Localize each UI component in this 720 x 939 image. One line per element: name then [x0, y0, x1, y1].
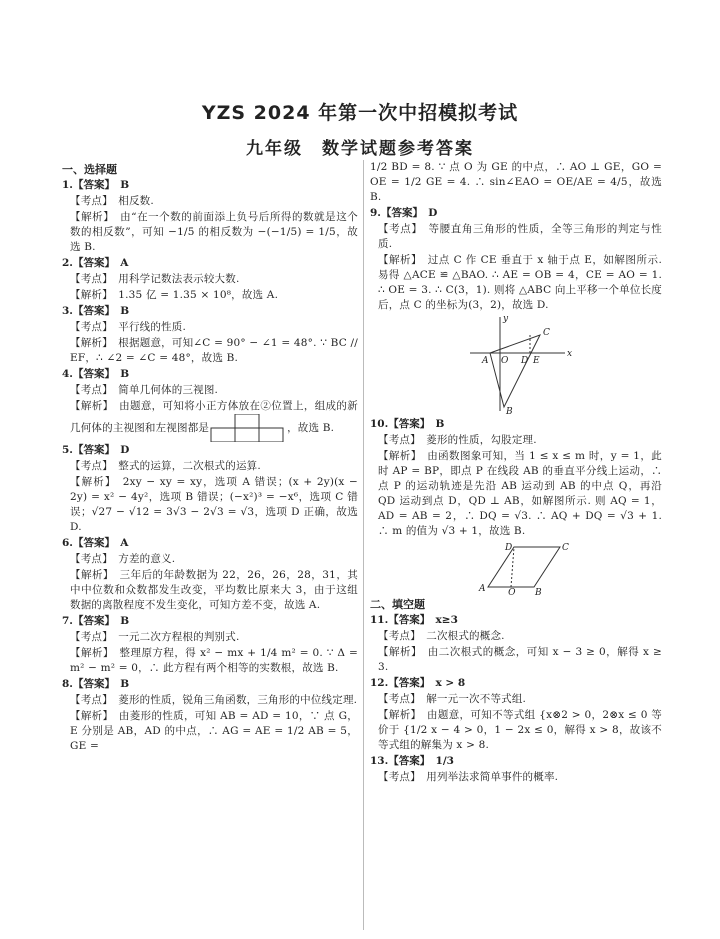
label-x: x: [567, 349, 573, 359]
explanation-paragraph: 【考点】 等腰直角三角形的性质，全等三角形的判定与性质.: [378, 223, 662, 250]
label-a: A: [482, 356, 489, 366]
label-c: C: [543, 328, 550, 338]
view-square: [211, 428, 235, 442]
explanation-paragraph: 【考点】 二次根式的概念.: [378, 630, 505, 642]
explanation-paragraph: 【解析】 由题意，可知不等式组 {x⊗2 > 0，2⊗x ≤ 0 等价于 {1/2 x − 4 > 0，1 − 2x ≤ 0，解得 x > 8，故该不等式组的解集为 x > 8.: [378, 709, 662, 751]
rhombus-figure: [370, 541, 662, 595]
explanation-paragraph: 【解析】 1.35 亿 = 1.35 × 10⁸，故选 A.: [70, 289, 279, 301]
explanation-paragraph: 【解析】 由“在一个数的前面添上负号后所得的数就是这个数的相反数”，可知 −1/5 的相反数为 −(−1/5) = 1/5，故选 B.: [70, 211, 358, 253]
label-b: B: [535, 588, 542, 595]
explanation-paragraph: 【考点】 用列举法求简单事件的概率.: [378, 771, 559, 783]
section-heading: 一、选择题: [62, 163, 117, 176]
label-y: y: [503, 315, 509, 324]
figure-9: [370, 315, 662, 415]
page-subtitle: 九年级 数学试题参考答案: [246, 139, 474, 159]
left-column: [62, 160, 358, 755]
explanation-paragraph: 1/2 BD = 8. ∵ 点 O 为 GE 的中点，∴ AO ⊥ GE，GO = OE = 1/2 GE = 4. ∴ sin∠EAO = OE/AE = 4/5，故选 B.: [370, 161, 662, 203]
label-a: A: [479, 584, 486, 594]
explanation-paragraph-with-figure: [70, 399, 358, 442]
answer-line: 7.【答案】 B: [62, 615, 130, 627]
answer-line: 1.【答案】 B: [62, 179, 130, 191]
explanation-paragraph: 【考点】 简单几何体的三视图.: [70, 384, 219, 396]
coordinate-figure: [370, 315, 662, 415]
column-divider: [363, 160, 364, 930]
answer-line: 11.【答案】 x≥3: [370, 614, 458, 626]
explanation-paragraph: 【解析】 由菱形的性质，可知 AB = AD = 10，∵ 点 G，E 分别是 AB，AD 的中点，∴ AG = AE = 1/2 AB = 5，GE =: [70, 710, 358, 752]
page-title: YZS 2024 年第一次中招模拟考试: [201, 102, 519, 124]
explanation-paragraph: 【考点】 相反数.: [70, 195, 154, 207]
label-d: D: [521, 356, 529, 366]
explanation-paragraph: 【解析】 2xy − xy = xy，选项 A 错误；(x + 2y)(x − 2y) = x² − 4y²，选项 B 错误；(−x²)³ = −x⁶，选项 C 错误；√27 − √12 = 3√3 − 2√3 = √3，选项 D 正确，故选 D.: [70, 476, 358, 533]
explanation-paragraph: 【考点】 菱形的性质，锐角三角函数，三角形的中位线定理.: [70, 694, 358, 706]
answer-line: 4.【答案】 B: [62, 368, 130, 380]
explanation-text: 【解析】 由题意，可知将小正方体放在②位置上，组成的新几何体的主视图和左视图都是: [70, 400, 358, 434]
view-square: [235, 414, 259, 428]
explanation-paragraph: 【解析】 由函数图象可知，当 1 ≤ x ≤ m 时，y = 1，此时 AP = BP，即点 P 在线段 AB 的垂直平分线上运动，∴ 点 P 的运动轨迹是先沿 AB 运动到 AB 的中点 Q，再沿 QD 运动到点 D，QD ⊥ AB，如解图所示. 则 AQ = 1，AD = AB = 2，∴ DQ = √3. ∴ AQ + DQ = √3 + 1. ∴ m 的值为 √3 + 1，故选 B.: [378, 450, 662, 537]
explanation-paragraph: 【考点】 方差的意义.: [70, 553, 176, 565]
explanation-paragraph: 【考点】 平行线的性质.: [70, 321, 186, 333]
right-column: [370, 160, 662, 786]
label-c: C: [562, 543, 569, 553]
explanation-paragraph: 【解析】 整理原方程，得 x² − mx + 1/4 m² = 0. ∵ Δ = m² − m² = 0，∴ 此方程有两个相等的实数根，故选 B.: [70, 647, 358, 674]
rhombus-abcd: [488, 547, 560, 587]
answer-line: 6.【答案】 A: [62, 537, 129, 549]
label-e: E: [533, 356, 540, 366]
section-heading: 二、填空题: [370, 598, 425, 611]
answer-line: 2.【答案】 A: [62, 257, 129, 269]
triangle-abc: [490, 335, 540, 407]
label-d: D: [505, 543, 513, 553]
view-figure: [209, 414, 287, 442]
answer-line: 12.【答案】 x > 8: [370, 677, 466, 689]
answer-line: 10.【答案】 B: [370, 418, 445, 430]
view-square: [235, 428, 259, 442]
explanation-paragraph: 【考点】 用科学记数法表示较大数.: [70, 273, 240, 285]
label-q: Q: [508, 588, 516, 595]
explanation-paragraph: 【解析】 三年后的年龄数据为 22，26，26，28，31，其中中位数和众数都发生改变，平均数比原来大 3，由于这组数据的离散程度不发生变化，可知方差不变，故选 A.: [70, 569, 358, 611]
answer-line: 8.【答案】 B: [62, 678, 130, 690]
answer-line: 3.【答案】 B: [62, 305, 130, 317]
answer-line: 5.【答案】 D: [62, 444, 130, 456]
label-o: O: [501, 356, 509, 366]
answer-line: 13.【答案】 1/3: [370, 755, 454, 767]
explanation-paragraph: 【考点】 菱形的性质，勾股定理.: [378, 434, 537, 446]
explanation-paragraph: 【考点】 整式的运算，二次根式的运算.: [70, 460, 261, 472]
explanation-paragraph: 【解析】 由二次根式的概念，可知 x − 3 ≥ 0，解得 x ≥ 3.: [378, 646, 662, 673]
segment-qd: [511, 547, 514, 587]
figure-10: [370, 541, 662, 595]
view-square: [259, 428, 283, 442]
explanation-paragraph: 【解析】 过点 C 作 CE 垂直于 x 轴于点 E，如解图所示. 易得 △ACE ≌ △BAO. ∴ AE = OB = 4，CE = AO = 1. ∴ OE = 3. ∴ C(3，1). 则将 △ABC 向上平移一个单位长度后，点 C 的坐标为(3，2)，故选 D.: [378, 254, 662, 311]
answer-line: 9.【答案】 D: [370, 207, 438, 219]
explanation-paragraph: 【考点】 解一元一次不等式组.: [378, 693, 527, 705]
label-b: B: [506, 407, 513, 415]
explanation-text: ，故选 B.: [287, 422, 335, 434]
explanation-paragraph: 【解析】 根据题意，可知∠C = 90° − ∠1 = 48°. ∵ BC // EF，∴ ∠2 = ∠C = 48°，故选 B.: [70, 337, 358, 364]
explanation-paragraph: 【考点】 一元二次方程根的判别式.: [70, 631, 240, 643]
